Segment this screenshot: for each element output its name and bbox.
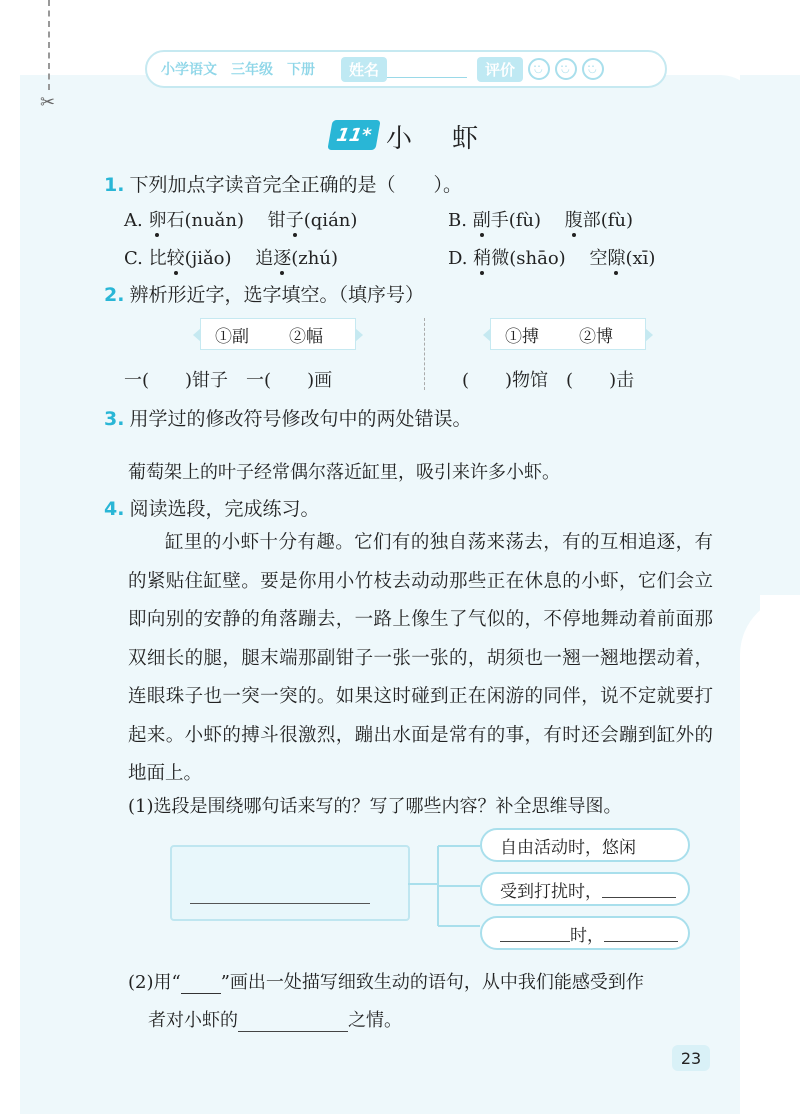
sub-question-2-line-1: (2)用“ ”画出一处描写细致生动的语句，从中我们能感受到作 xyxy=(128,972,644,993)
question-3-text: 用学过的修改符号修改句中的两处错误。 xyxy=(129,408,472,430)
header-grade: 三年级 xyxy=(231,62,273,78)
word-box-2: ①搏 ②博 xyxy=(490,318,646,350)
mindmap-center-answer-line[interactable] xyxy=(190,903,370,904)
branch-3-blank-1[interactable] xyxy=(500,924,570,942)
feeling-answer-line[interactable] xyxy=(238,1014,348,1032)
branch-2-blank[interactable] xyxy=(602,880,676,898)
scissors-icon: ✂ xyxy=(40,92,56,113)
name-field[interactable] xyxy=(387,60,467,78)
reading-passage: 缸里的小虾十分有趣。它们有的独自荡来荡去，有的互相追逐，有的紧贴住缸壁。要是你用小竹枝去动动那些正在休息的小虾，它们会立即向别的安静的角落蹦去，一路上像生了气似的，不停地舞动着前面那双细长的腿，腿末端那副钳子一张一张的，胡须也一翘一翘地摆动着，连眼珠子也一突一突的。如果这时碰到正在闲游的同伴，说不定就要打起来。小虾的搏斗很激烈，蹦出水面是常有的事，有时还会蹦到缸外的地面上。 xyxy=(128,532,713,784)
branch-3-blank-2[interactable] xyxy=(604,924,678,942)
sub-question-1: (1)选段是围绕哪句话来写的？写了哪些内容？补全思维导图。 xyxy=(128,796,622,817)
question-1 xyxy=(104,170,462,197)
smile-face-icon-3[interactable] xyxy=(582,58,604,80)
fill-blank-1[interactable]: 一( )钳子 一( )画 xyxy=(124,370,333,391)
page-background-right xyxy=(740,75,800,595)
sub-question-2-line-2: 者对小虾的 之情。 xyxy=(148,1010,402,1031)
question-1-number: 1. xyxy=(104,174,125,196)
header-volume: 下册 xyxy=(287,62,315,78)
question-3 xyxy=(104,404,472,431)
mindmap-center-box xyxy=(170,845,410,921)
fill-blank-2[interactable]: ( )物馆 ( )击 xyxy=(462,370,635,391)
mindmap-branch-2[interactable]: 受到打扰时， xyxy=(480,872,690,906)
smile-face-icon-2[interactable] xyxy=(555,58,577,80)
mindmap-branch-3[interactable]: 时， xyxy=(480,916,690,950)
lesson-title: 小虾 xyxy=(386,124,519,154)
question-3-number: 3. xyxy=(104,408,125,430)
option-a[interactable]: A. 卵石(nuǎn) 钳子(qián) xyxy=(124,210,358,231)
smile-face-icon-1[interactable] xyxy=(528,58,550,80)
eval-label: 评价 xyxy=(477,57,523,82)
header-bar xyxy=(145,50,667,88)
option-d[interactable]: D. 稍微(shāo) 空隙(xī) xyxy=(448,248,656,269)
divider xyxy=(424,318,425,390)
header-subject: 小学语文 xyxy=(161,62,217,78)
question-4-number: 4. xyxy=(104,498,125,520)
mindmap-branch-1: 自由活动时，悠闲 xyxy=(480,828,690,862)
lesson-number-badge: 11* xyxy=(327,120,380,150)
option-c[interactable]: C. 比较(jiǎo) 追逐(zhú) xyxy=(124,248,338,269)
page-background-right-cutout xyxy=(740,595,800,1114)
page-number: 23 xyxy=(672,1045,710,1071)
name-label: 姓名 xyxy=(341,57,387,82)
cut-line xyxy=(48,0,50,90)
question-1-text: 下列加点字读音完全正确的是（ ）。 xyxy=(129,174,463,196)
question-2-text: 辨析形近字，选字填空。（填序号） xyxy=(129,284,425,306)
question-4 xyxy=(104,494,320,521)
question-2 xyxy=(104,280,424,307)
question-2-number: 2. xyxy=(104,284,125,306)
error-sentence[interactable]: 葡萄架上的叶子经常偶尔落近缸里，吸引来许多小虾。 xyxy=(128,462,560,483)
underline-sample xyxy=(181,976,221,994)
mindmap-connectors xyxy=(408,838,488,938)
word-box-1: ①副 ②幅 xyxy=(200,318,356,350)
option-b[interactable]: B. 副手(fù) 腹部(fù) xyxy=(448,210,634,231)
question-4-text: 阅读选段，完成练习。 xyxy=(129,498,320,520)
